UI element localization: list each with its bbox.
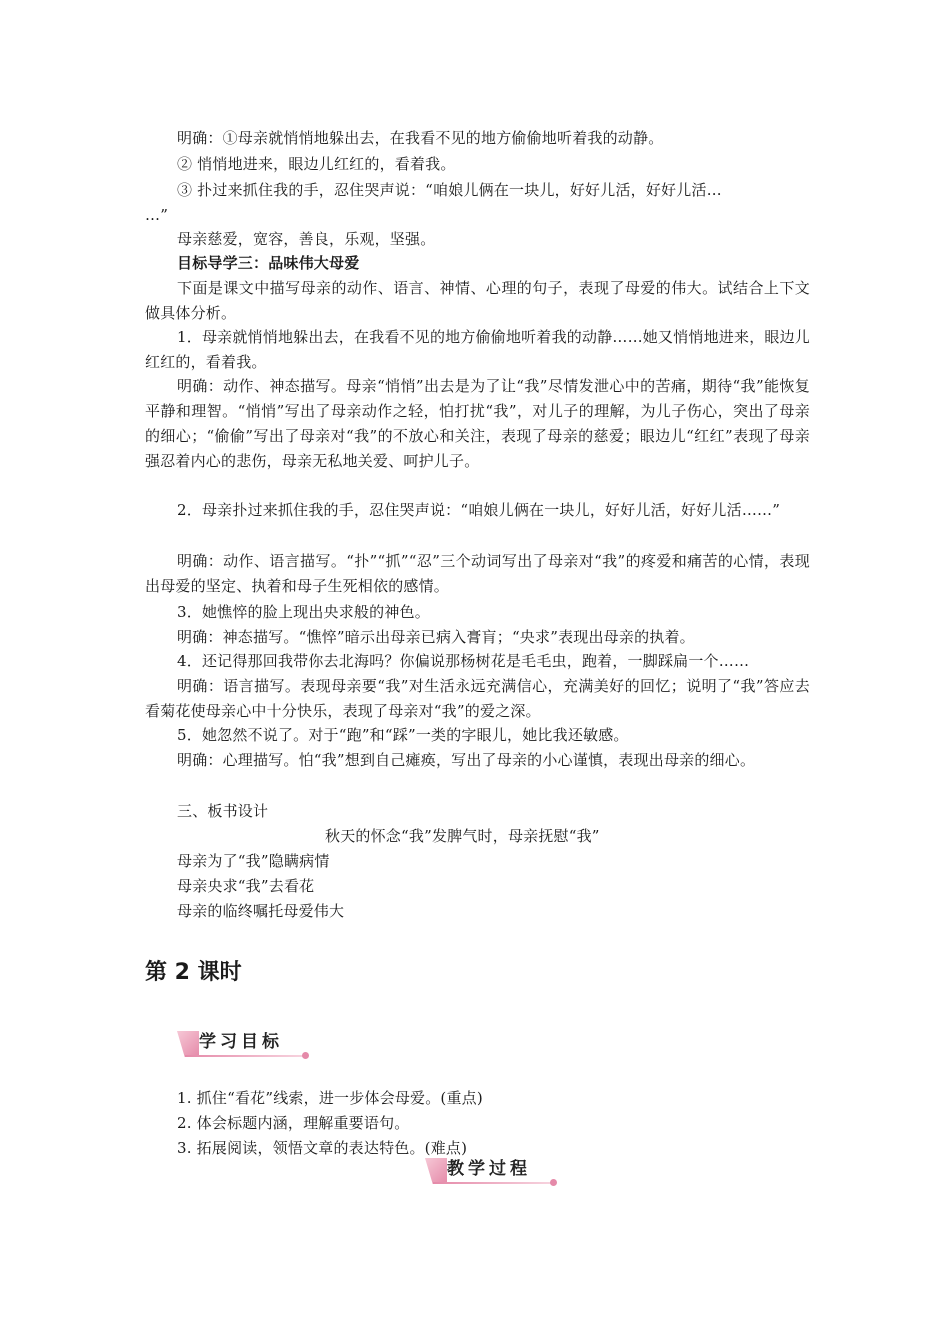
board-item-2: 母亲央求“我”去看花: [177, 877, 315, 895]
board-design-heading: 三、板书设计: [177, 802, 269, 820]
analysis-1: 明确：动作、神态描写。母亲“悄悄”出去是为了让“我”尽情发泄心中的苦痛，期待“我”能恢复平静和理智。“悄悄”写出了母亲动作之轻，怕打扰“我”，对儿子的理解，为儿子伤心，突出了母亲的细心；“偷偷”写出了母亲对“我”的不放心和关注，表现了母亲的慈爱；眼边儿“红红”表现了母亲强忍着内心的悲伤，母亲无私地关爱、呵护儿子。: [145, 377, 810, 470]
board-design-title: 秋天的怀念“我”发脾气时，母亲抚慰“我”: [325, 827, 600, 845]
sentence-1: 1．母亲就悄悄地躲出去，在我看不见的地方偷偷地听着我的动静……她又悄悄地进来，眼边儿红红的，看着我。: [145, 328, 810, 371]
banner-dot-icon: [550, 1179, 557, 1186]
analysis-5: 明确：心理描写。怕“我”想到自己瘫痪，写出了母亲的小心谨慎，表现出母亲的细心。: [177, 751, 756, 769]
goals-banner-label: 学习目标: [199, 1032, 283, 1052]
board-item-3: 母亲的临终嘱托母爱伟大: [177, 902, 345, 920]
banner-tab-icon: [177, 1031, 199, 1057]
banner-tab-icon: [425, 1158, 447, 1184]
board-item-1: 母亲为了“我”隐瞒病情: [177, 852, 330, 870]
goal-item-2: 2. 体会标题内涵，理解重要语句。: [177, 1114, 410, 1132]
mother-traits: 母亲慈爱，宽容，善良，乐观，坚强。: [177, 230, 436, 248]
sentence-5: 5．她忽然不说了。对于“跑”和“踩”一类的字眼儿，她比我还敏感。: [177, 726, 629, 744]
sentence-3: 3．她憔悴的脸上现出央求般的神色。: [177, 603, 430, 621]
banner-rule: [185, 1055, 305, 1057]
clarify-line-2: ② 悄悄地进来，眼边儿红红的，看着我。: [177, 155, 456, 173]
clarify-line-3: ③ 扑过来抓住我的手，忍住哭声说：“咱娘儿俩在一块儿，好好儿活，好好儿活…: [177, 181, 722, 199]
analysis-2: 明确：动作、语言描写。“扑”“抓”“忍”三个动词写出了母亲对“我”的疼爱和痛苦的心情，表现出母爱的坚定、执着和母子生死相依的感情。: [145, 552, 810, 595]
sentence-4: 4．还记得那回我带你去北海吗？你偏说那杨树花是毛毛虫，跑着，一脚踩扁一个……: [177, 652, 750, 670]
goal-item-1: 1. 抓住“看花”线索，进一步体会母爱。(重点): [177, 1089, 483, 1107]
banner-dot-icon: [302, 1052, 309, 1059]
analysis-intro: 下面是课文中描写母亲的动作、语言、神情、心理的句子，表现了母爱的伟大。试结合上下文做具体分析。: [145, 279, 810, 322]
sentence-2: 2．母亲扑过来抓住我的手，忍住哭声说：“咱娘儿俩在一块儿，好好儿活，好好儿活……”: [177, 501, 781, 519]
clarify-line-1: 明确：①母亲就悄悄地躲出去，在我看不见的地方偷偷地听着我的动静。: [177, 129, 664, 147]
clarify-line-3-cont: …”: [145, 206, 169, 224]
process-banner-label: 教学过程: [447, 1159, 531, 1179]
process-banner: [425, 1158, 560, 1184]
lesson-2-title: 第 2 课时: [145, 960, 242, 985]
goal-item-3: 3. 拓展阅读，领悟文章的表达特色。(难点): [177, 1139, 468, 1157]
analysis-3: 明确：神态描写。“憔悴”暗示出母亲已病入膏肓；“央求”表现出母亲的执着。: [177, 628, 695, 646]
goals-banner: [177, 1031, 312, 1057]
analysis-4: 明确：语言描写。表现母亲要“我”对生活永远充满信心，充满美好的回忆；说明了“我”答应去看菊花使母亲心中十分快乐，表现了母亲对“我”的爱之深。: [145, 677, 810, 720]
banner-rule: [433, 1182, 553, 1184]
goal-heading-3: 目标导学三：品味伟大母爱: [177, 254, 360, 272]
